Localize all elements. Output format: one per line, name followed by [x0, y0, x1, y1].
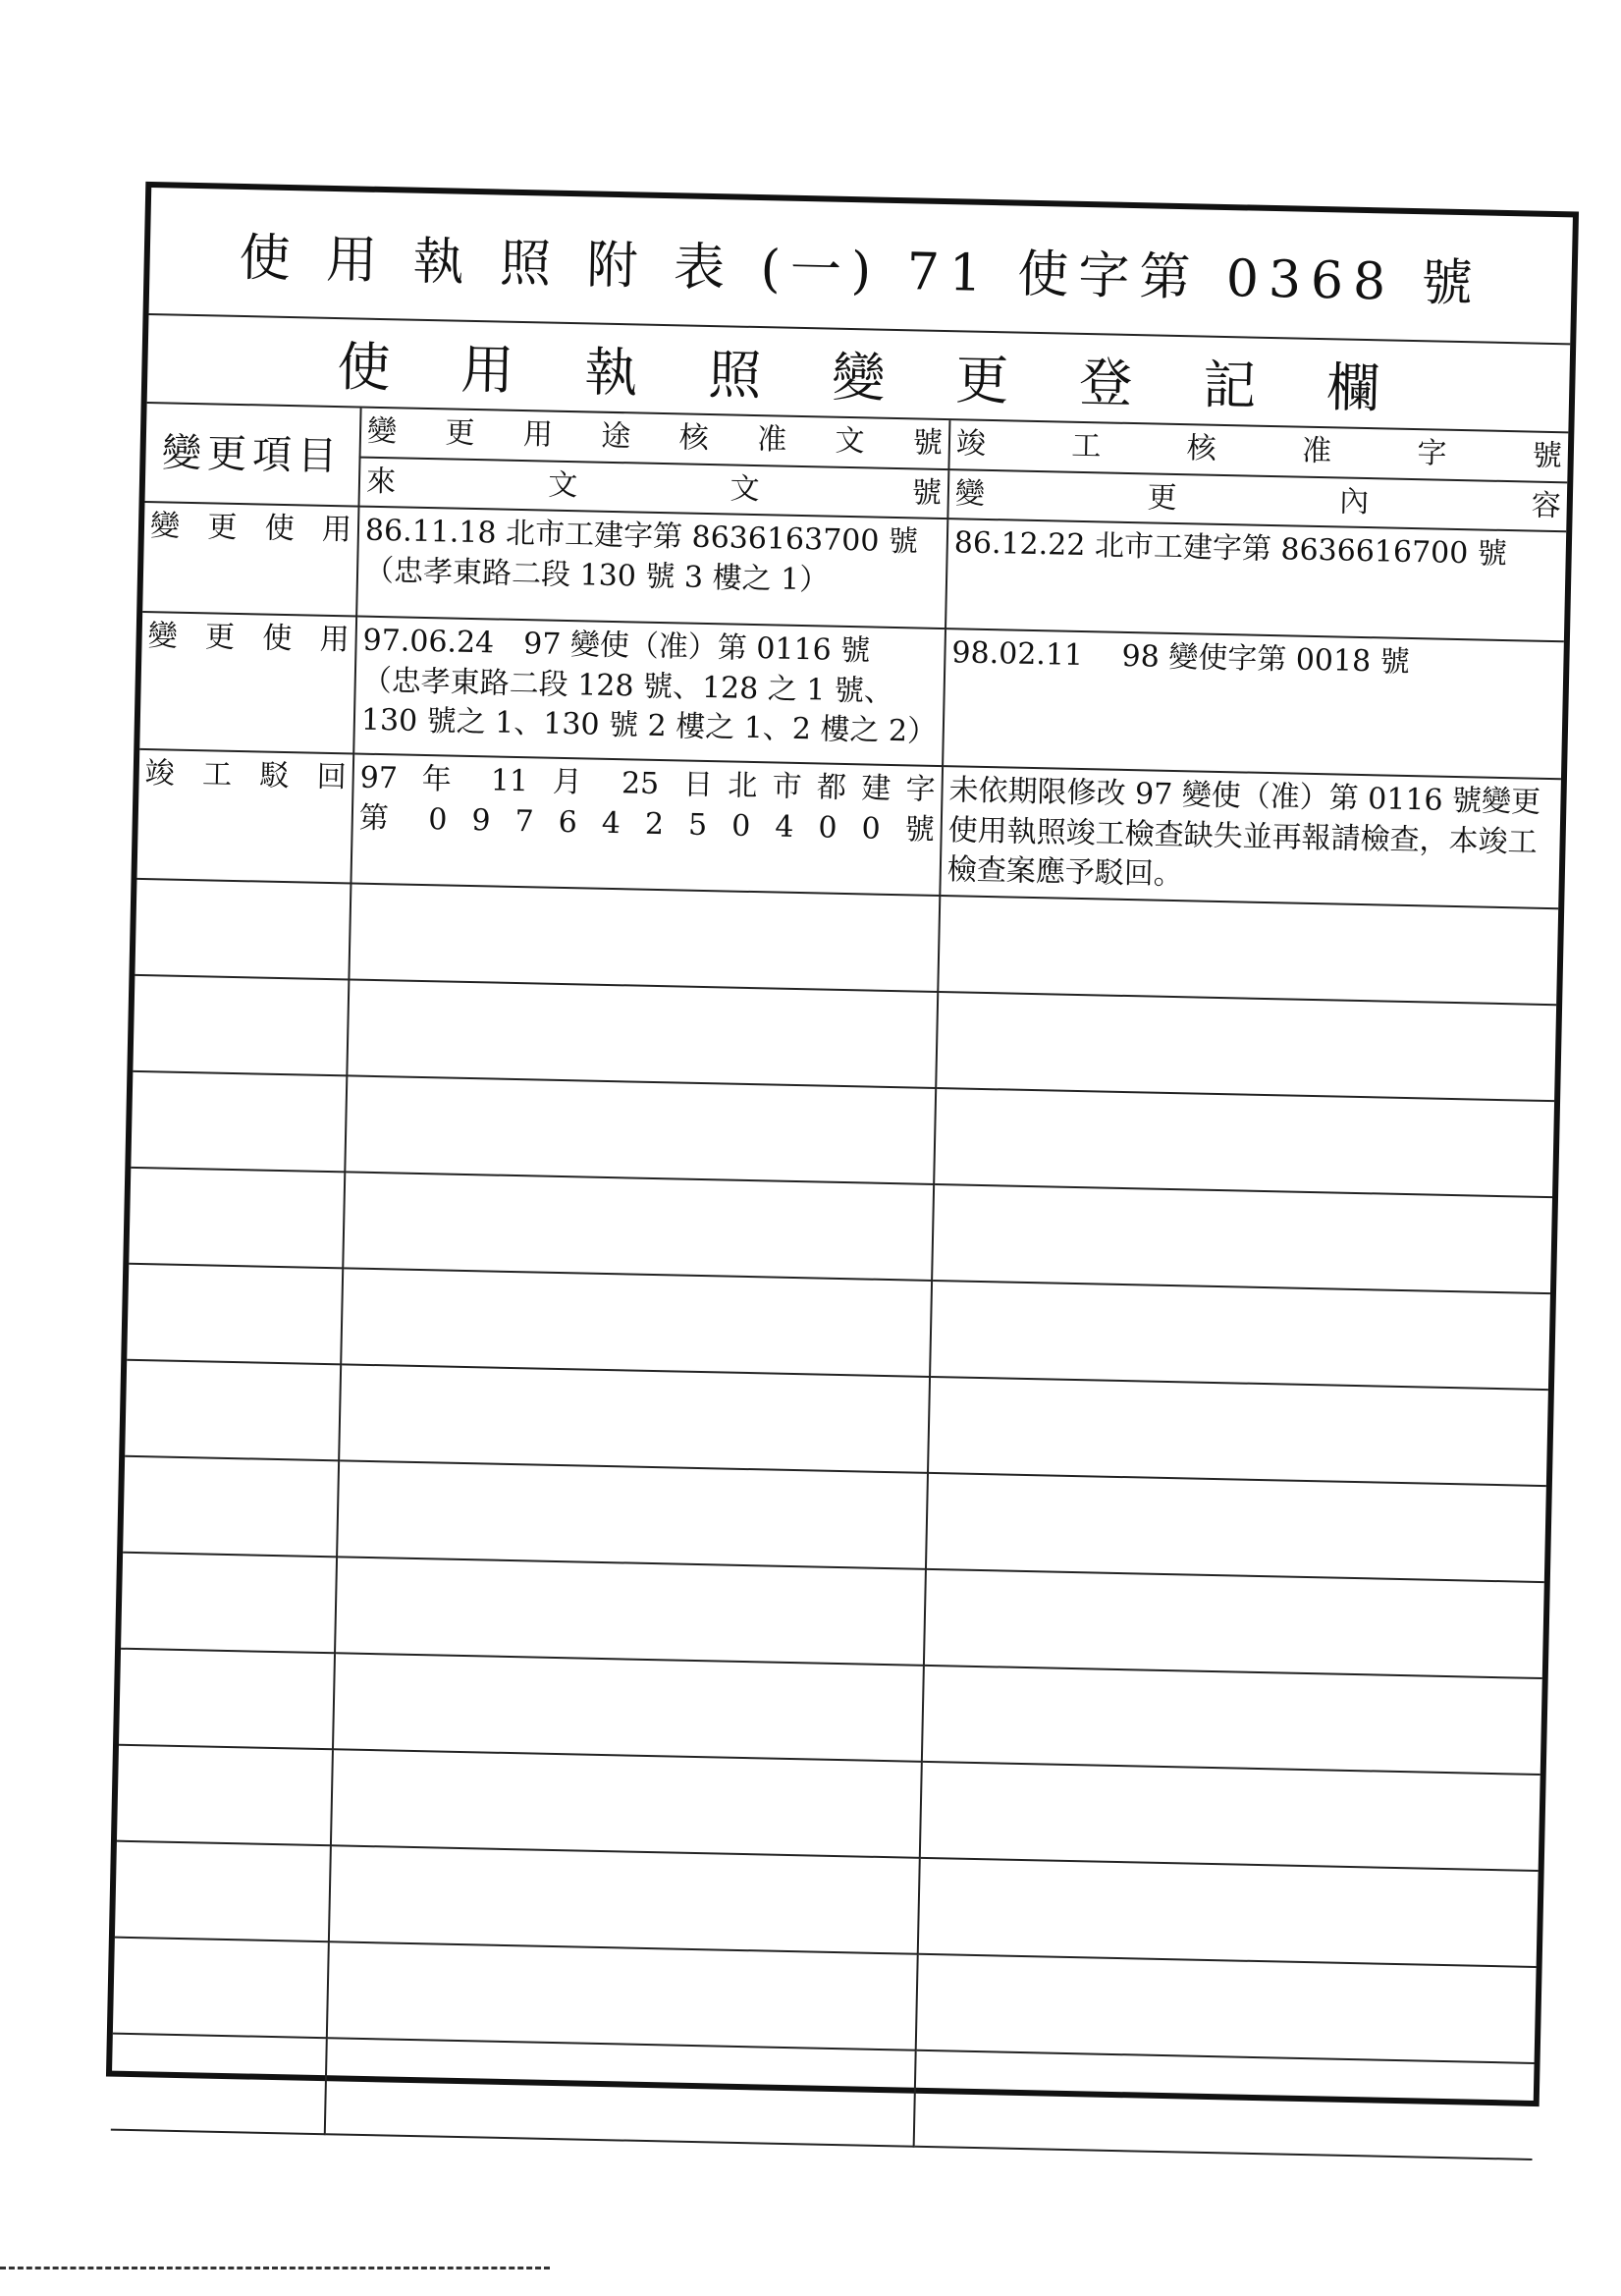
row-doc-line: （忠孝東路二段 130 號 3 樓之 1）	[363, 553, 830, 598]
row-item: 變更使用	[139, 612, 356, 754]
row-doc	[353, 617, 946, 767]
header-approval-doc: 變更用途核准文號	[360, 409, 950, 469]
row-doc	[356, 507, 947, 629]
change-table	[111, 404, 1569, 2159]
row-doc-line: 130 號之 1、130 號 2 樓之 1、2 樓之 2）	[360, 702, 938, 749]
row-result: 未依期限修改 97 變使（准）第 0116 號變更使用執照竣工檢查缺失並再報請檢查，本竣工檢查案應予駁回。	[940, 766, 1561, 908]
row-doc	[351, 753, 943, 895]
row-item: 變更使用	[142, 502, 358, 617]
header-incoming-doc: 來文文號	[358, 457, 948, 519]
scan-edge-dashes	[0, 2267, 550, 2269]
header-content: 變更內容	[947, 469, 1567, 532]
row-result: 98.02.11 98 變使字第 0018 號	[943, 629, 1564, 779]
row-result: 86.12.22 北市工建字第 8636616700 號	[946, 519, 1566, 641]
page-title: 使 用 執 照 附 表 (一) 71 使字第 0368 號	[238, 228, 1484, 313]
row-doc-line: 86.11.18 北市工建字第 8636163700 號	[364, 513, 919, 560]
row-doc-line: 97 年 11 月 25 日北市都建字	[359, 760, 936, 807]
page-subtitle: 使用執照變更登記欄	[336, 335, 1451, 421]
header-item: 變更項目	[145, 404, 361, 507]
header-completion-no: 竣工核准字號	[948, 420, 1568, 482]
row-doc-line: 97.06.24 97 變使（准）第 0116 號	[362, 623, 871, 669]
row-doc-line: （忠孝東路二段 128 號、128 之 1 號、	[361, 663, 894, 709]
row-item: 竣工駁回	[137, 749, 354, 883]
registration-form	[106, 182, 1579, 2106]
row-doc-line: 第 0 9 7 6 4 2 5 0 4 0 0 號	[358, 800, 936, 847]
